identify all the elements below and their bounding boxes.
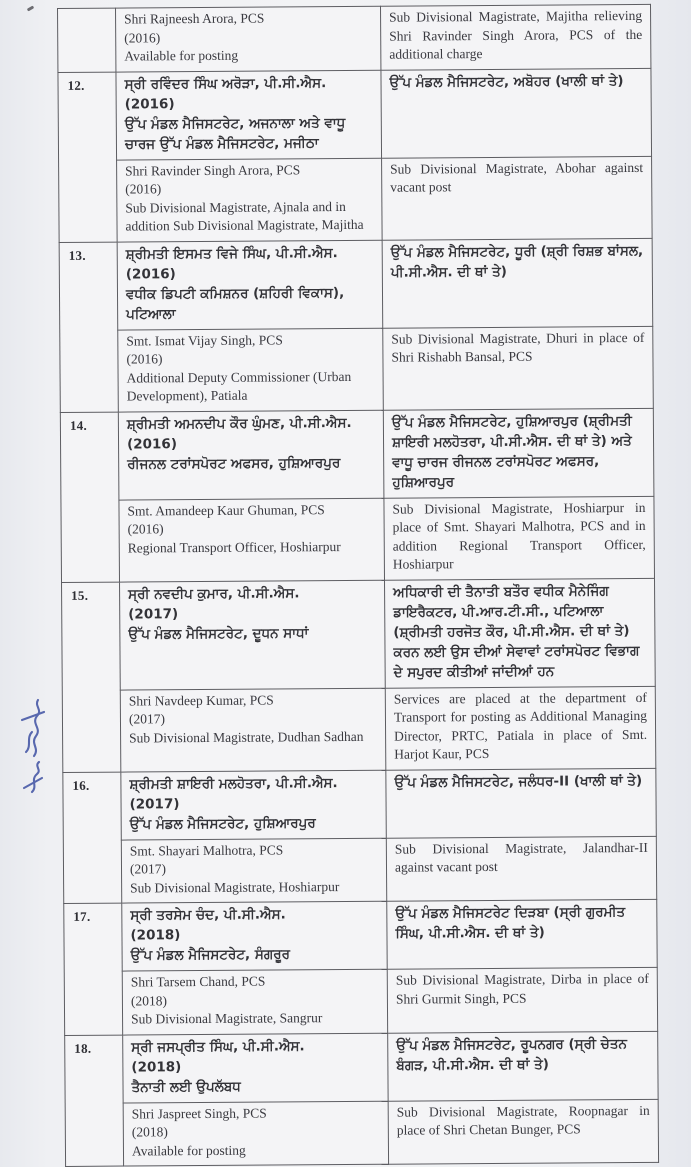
new-posting-english: Sub Divisional Magistrate, Dirba in place of Shri Gurmit Singh, PCS: [387, 967, 657, 1032]
officer-details-punjabi: [123, 1033, 388, 1103]
text-line: Available for posting: [124, 47, 239, 64]
new-posting-punjabi: ਉੱਪ ਮੰਡਲ ਮੈਜਿਸਟਰੇਟ, ਧੂਰੀ (ਸ਼੍ਰੀ ਰਿਸ਼ਭ ਬਾਂਸਲ, ਪੀ.ਸੀ.ਐਸ. ਦੀ ਥਾਂ ਤੇ): [382, 238, 653, 328]
text-line: ਸ੍ਰੀ ਤਰਸੇਮ ਚੰਦ, ਪੀ.ਸੀ.ਐਸ.: [130, 906, 286, 924]
serial-number-cell: [58, 8, 116, 72]
officer-details-english: [123, 1101, 388, 1166]
table-row-english: [59, 156, 653, 242]
new-posting-english: Services are placed at the department of Transport for posting as Additional Managing Director, PRTC, Patiala in place of Smt. Harjot Kaur, PCS: [385, 686, 656, 770]
text-line: (2018): [131, 1124, 168, 1140]
serial-number-cell: 12.: [58, 72, 117, 242]
officer-details-punjabi: [120, 580, 386, 690]
serial-number-cell: 16.: [63, 772, 122, 904]
new-posting-punjabi: ਉੱਪ ਮੰਡਲ ਮੈਜਿਸਟਰੇਟ, ਅਬੋਹਰ (ਖਾਲੀ ਥਾਂ ਤੇ): [381, 68, 652, 158]
table-row-english: [63, 836, 656, 904]
text-line: (2017): [129, 861, 167, 877]
text-line: Sub Divisional Magistrate, Ajnala and in addition Sub Divisional Magistrate, Majitha: [125, 198, 364, 234]
pen-mark: [27, 5, 35, 11]
text-line: (2016): [124, 29, 161, 46]
officer-details-punjabi: [121, 770, 386, 840]
table-row-punjabi: [58, 68, 652, 160]
table-body: [58, 4, 659, 1166]
text-line: (2017): [129, 795, 180, 813]
text-line: ਤੈਨਾਤੀ ਲਈ ਉਪਲੱਬਧ: [131, 1078, 241, 1096]
text-line: ਸ਼੍ਰੀਮਤੀ ਇਸਮਤ ਵਿਜੇ ਸਿੰਘ, ਪੀ.ਸੀ.ਐਸ.: [125, 244, 338, 263]
text-line: ਉੱਪ ਮੰਡਲ ਮੈਜਿਸਟਰੇਟ, ਦੂਧਨ ਸਾਧਾਂ: [128, 624, 309, 643]
table-row-english: [64, 967, 657, 1035]
officer-details-punjabi: [117, 240, 383, 330]
table-row-english: [65, 1099, 658, 1167]
transfer-order-table: [57, 4, 659, 1167]
officer-details-english: [116, 6, 381, 71]
officer-details-punjabi: [122, 901, 387, 971]
officer-details-english: [122, 969, 387, 1034]
table-row-punjabi: [65, 1031, 658, 1103]
text-line: ਸ੍ਰੀ ਜਸਪ੍ਰੀਤ ਸਿੰਘ, ਪੀ.ਸੀ.ਐਸ.: [131, 1037, 305, 1056]
text-line: ਸ਼੍ਰੀਮਤੀ ਸ਼ਾਇਰੀ ਮਲਹੋਤਰਾ, ਪੀ.ਸੀ.ਐਸ.: [129, 774, 338, 793]
text-line: Smt. Amandeep Kaur Ghuman, PCS: [127, 501, 325, 519]
table-row-punjabi: [64, 899, 657, 971]
table-row-english: [60, 326, 654, 412]
text-line: Additional Deputy Commissioner (Urban Development), Patiala: [126, 368, 352, 404]
serial-number-cell: 13.: [59, 242, 118, 412]
text-line: Smt. Ismat Vijay Singh, PCS: [126, 331, 283, 349]
text-line: Sub Divisional Magistrate, Dudhan Sadhan: [129, 728, 364, 746]
text-line: Sub Divisional Magistrate, Sangrur: [131, 1010, 323, 1027]
text-line: (2016): [125, 181, 162, 197]
new-posting-english: Sub Divisional Magistrate, Dhuri in place of Shri Rishabh Bansal, PCS: [383, 326, 654, 410]
text-line: (2016): [124, 95, 175, 113]
text-line: Smt. Shayari Malhotra, PCS: [129, 841, 284, 859]
officer-details-punjabi: [118, 410, 384, 500]
text-line: Sub Divisional Magistrate, Hoshiarpur: [130, 878, 340, 896]
table-row-punjabi: [63, 768, 656, 840]
text-line: Shri Navdeep Kumar, PCS: [128, 692, 274, 709]
text-line: (2017): [128, 711, 166, 727]
text-line: Shri Ravinder Singh Arora, PCS: [125, 161, 301, 179]
new-posting-english: Sub Divisional Magistrate, Majitha relieving Shri Ravinder Singh Arora, PCS of the additional charge: [380, 4, 650, 69]
text-line: ਉੱਪ ਮੰਡਲ ਮੈਜਿਸਟਰੇਟ, ਸੰਗਰੂਰ: [130, 946, 291, 964]
serial-number-cell: 15.: [62, 582, 121, 772]
text-line: Shri Jaspreet Singh, PCS: [131, 1105, 267, 1122]
text-line: (2016): [126, 435, 178, 453]
text-line: ਉੱਪ ਮੰਡਲ ਮੈਜਿਸਟਰੇਟ, ਹੁਸ਼ਿਆਰਪੁਰ: [129, 814, 316, 833]
new-posting-english: Sub Divisional Magistrate, Abohar against vacant post: [382, 156, 653, 240]
text-line: Available for posting: [131, 1142, 246, 1159]
officer-details-english: [121, 838, 386, 903]
new-posting-punjabi: ਉੱਪ ਮੰਡਲ ਮੈਜਿਸਟਰੇਟ, ਹੁਸ਼ਿਆਰਪੁਰ (ਸ਼੍ਰੀਮਤੀ ਸ਼ਾਇਰੀ ਮਲਹੋਤਰਾ, ਪੀ.ਸੀ.ਐਸ. ਦੀ ਥਾਂ ਤੇ) ਅਤੇ ਵਾਧੂ ਚਾਰਜ ਰੀਜਨਲ ਟਰਾਂਸਪੋਰਟ ਅਫਸਰ, ਹੁਸ਼ਿਆਰਪੁਰ: [383, 408, 654, 498]
table-row-english: [62, 686, 656, 772]
text-line: ਸ਼੍ਰੀਮਤੀ ਅਮਨਦੀਪ ਕੌਰ ਘੁੰਮਣ, ਪੀ.ਸੀ.ਐਸ.: [126, 414, 352, 433]
table-row-english: [61, 496, 655, 582]
text-line: (2016): [125, 265, 176, 283]
officer-details-english: [119, 498, 385, 582]
officer-details-english: [118, 328, 384, 412]
table-row-punjabi: [59, 238, 653, 330]
text-line: (2018): [130, 927, 181, 944]
text-line: Shri Rajneesh Arora, PCS: [124, 10, 265, 27]
new-posting-english: Sub Divisional Magistrate, Hoshiarpur in place of Smt. Shayari Malhotra, PCS and in addition Regional Transport Officer, Hoshiarpur: [384, 496, 655, 580]
text-line: ਸ੍ਰੀ ਰਵਿੰਦਰ ਸਿੰਘ ਅਰੋੜਾ, ਪੀ.ਸੀ.ਐਸ.: [124, 74, 327, 93]
text-line: Regional Transport Officer, Hoshiarpur: [127, 538, 341, 556]
text-line: (2016): [126, 351, 163, 367]
text-line: (2017): [128, 605, 179, 623]
handwritten-gurmukhi-note-icon: [4, 660, 52, 820]
officer-details-punjabi: [116, 70, 382, 160]
text-line: Shri Tarsem Chand, PCS: [130, 973, 266, 990]
serial-number-cell: 17.: [64, 903, 123, 1035]
new-posting-punjabi: ਉੱਪ ਮੰਡਲ ਮੈਜਿਸਟਰੇਟ ਦਿੜਬਾ (ਸ੍ਰੀ ਗੁਰਮੀਤ ਸਿੰਘ, ਪੀ.ਸੀ.ਐਸ. ਦੀ ਥਾਂ ਤੇ): [387, 899, 657, 969]
new-posting-punjabi: ਅਧਿਕਾਰੀ ਦੀ ਤੈਨਾਤੀ ਬਤੌਰ ਵਧੀਕ ਮੈਨੇਜਿੰਗ ਡਾਇਰੈਕਟਰ, ਪੀ.ਆਰ.ਟੀ.ਸੀ., ਪਟਿਆਲਾ (ਸ਼੍ਰੀਮਤੀ ਹਰਜੋਤ ਕੌਰ, ਪੀ.ਸੀ.ਐਸ. ਦੀ ਥਾਂ ਤੇ) ਕਰਨ ਲਈ ਉਸ ਦੀਆਂ ਸੇਵਾਵਾਂ ਟਰਾਂਸਪੋਰਟ ਵਿਭਾਗ ਦੇ ਸਪੁਰਦ ਕੀਤੀਆਂ ਜਾਂਦੀਆਂ ਹਨ: [384, 578, 655, 688]
text-line: (2016): [127, 521, 164, 537]
text-line: (2018): [130, 992, 167, 1009]
new-posting-punjabi: ਉੱਪ ਮੰਡਲ ਮੈਜਿਸਟਰੇਟ, ਜਲੰਧਰ-II (ਖਾਲੀ ਥਾਂ ਤੇ): [386, 768, 656, 838]
new-posting-english: Sub Divisional Magistrate, Roopnagar in place of Shri Chetan Bunger, PCS: [388, 1099, 658, 1164]
table-row-continuation: [58, 4, 651, 72]
table-row-punjabi: [62, 578, 656, 690]
officer-details-english: [117, 158, 383, 242]
text-line: ਰੀਜਨਲ ਟਰਾਂਸਪੋਰਟ ਅਫਸਰ, ਹੁਸ਼ਿਆਰਪੁਰ: [127, 454, 341, 473]
table-row-punjabi: [60, 408, 654, 500]
text-line: ਉੱਪ ਮੰਡਲ ਮੈਜਿਸਟਰੇਟ, ਅਜਨਾਲਾ ਅਤੇ ਵਾਧੂ ਚਾਰਜ ਉੱਪ ਮੰਡਲ ਮੈਜਿਸਟਰੇਟ, ਮਜੀਠਾ: [124, 114, 346, 153]
text-line: ਸ੍ਰੀ ਨਵਦੀਪ ਕੁਮਾਰ, ਪੀ.ਸੀ.ਐਸ.: [128, 584, 300, 603]
serial-number-cell: 18.: [65, 1035, 124, 1167]
scanned-table-sheet: [57, 4, 659, 1167]
text-line: (2018): [131, 1058, 182, 1076]
new-posting-punjabi: ਉੱਪ ਮੰਡਲ ਮੈਜਿਸਟਰੇਟ, ਰੂਪਨਗਰ (ਸ੍ਰੀ ਚੇਤਨ ਬੰਗੜ, ਪੀ.ਸੀ.ਐਸ. ਦੀ ਥਾਂ ਤੇ): [388, 1031, 658, 1101]
text-line: ਵਧੀਕ ਡਿਪਟੀ ਕਮਿਸ਼ਨਰ (ਸ਼ਹਿਰੀ ਵਿਕਾਸ), ਪਟਿਆਲਾ: [125, 284, 345, 323]
new-posting-english: Sub Divisional Magistrate, Jalandhar-II against vacant post: [386, 836, 656, 901]
officer-details-english: [120, 688, 386, 772]
serial-number-cell: 14.: [60, 412, 119, 582]
